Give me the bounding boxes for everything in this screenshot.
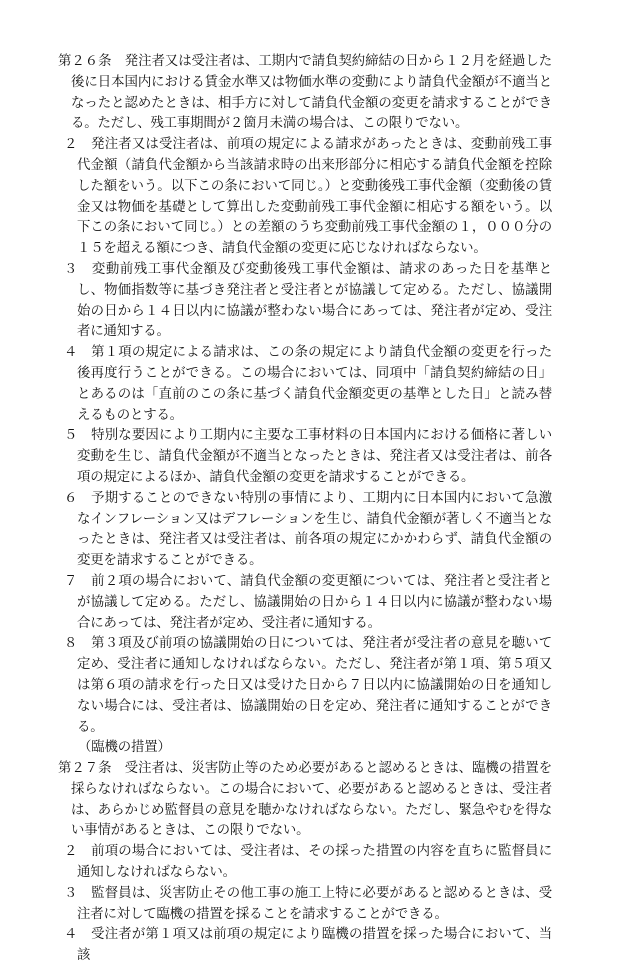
article-26-paragraph-8: ８ 第３項及び前項の協議開始の日については、発注者が受注者の意見を聴いて定め、受注者に通知しなければならない。ただし、発注者が第１項、第５項又は第６項の請求を行った日又は受けた日から７日以内に協議開始の日を通知しない場合には、受注者は、協議開始の日を定め、発注者に通知することができる。 [64, 636, 552, 735]
article-26-paragraph-5: ５ 特別な要因により工期内に主要な工事材料の日本国内における価格に著しい変動を生じ、請負代金額が不適当となったときは、発注者又は受注者は、前各項の規定によるほか、請負代金額の変更を請求することができる。 [64, 428, 552, 485]
article-26-paragraph-3: ３ 変動前残工事代金額及び変動後残工事代金額は、請求のあった日を基準とし、物価指数等に基づき発注者と受注者とが協議して定める。ただし、協議開始の日から１４日以内に協議が整わない場合にあっては、発注者が定め、受注者に通知する。 [64, 261, 552, 340]
article-26-paragraph-2: ２ 発注者又は受注者は、前項の規定による請求があったときは、変動前残工事代金額（請負代金額から当該請求時の出来形部分に相応する請負代金額を控除した額をいう。以下この条において同じ。）と変動後残工事代金額（変動後の賃金又は物価を基礎として算出した変動前残工事代金額に相応する額をいう。以下この条において同じ。）との差額のうち変動前残工事代金額の１，０００分の１５を超える額につき、請負代金額の変更に応じなければならない。 [64, 137, 552, 257]
article-26-paragraph-1: 第２６条 発注者又は受注者は、工期内で請負契約締結の日から１２月を経過した後に日本国内における賃金水準又は物価水準の変動により請負代金額が不適当となったと認めたときは、相手方に対して請負代金額の変更を請求することができる。ただし、残工事期間が２箇月未満の場合は、この限りでない。 [58, 54, 552, 132]
article-27-paragraph-4: ４ 受注者が第１項又は前項の規定により臨機の措置を採った場合において、当該 [64, 927, 552, 964]
article-27-paragraph-2: ２ 前項の場合においては、受注者は、その採った措置の内容を直ちに監督員に通知しなければならない。 [64, 844, 552, 881]
article-26-paragraph-4: ４ 第１項の規定による請求は、この条の規定により請負代金額の変更を行った後再度行うことができる。この場合においては、同項中「請負契約締結の日」とあるのは「直前のこの条に基づく請負代金額変更の基準とした日」と読み替えるものとする。 [64, 345, 552, 423]
article-27-heading: （臨機の措置） [78, 740, 171, 756]
article-27-paragraph-3: ３ 監督員は、災害防止その他工事の施工上特に必要があると認めるときは、受注者に対して臨機の措置を採ることを請求することができる。 [64, 885, 552, 922]
article-26-paragraph-6: ６ 予期することのできない特別の事情により、工期内に日本国内において急激なインフレーション又はデフレーションを生じ、請負代金額が著しく不適当となったときは、発注者又は受注者は、前各項の規定にかかわらず、請負代金額の変更を請求することができる。 [64, 490, 552, 569]
article-26-paragraph-7: ７ 前２項の場合において、請負代金額の変更額については、発注者と受注者とが協議して定める。ただし、協議開始の日から１４日以内に協議が整わない場合にあっては、発注者が定め、受注者に通知する。 [64, 573, 552, 631]
document-page [58, 52, 552, 967]
article-27-paragraph-1: 第２７条 受注者は、災害防止等のため必要があると認めるときは、臨機の措置を採らなければならない。この場合において、必要があると認めるときは、受注者は、あらかじめ監督員の意見を聴かなければならない。ただし、緊急やむを得ない事情があるときは、この限りでない。 [58, 761, 552, 839]
